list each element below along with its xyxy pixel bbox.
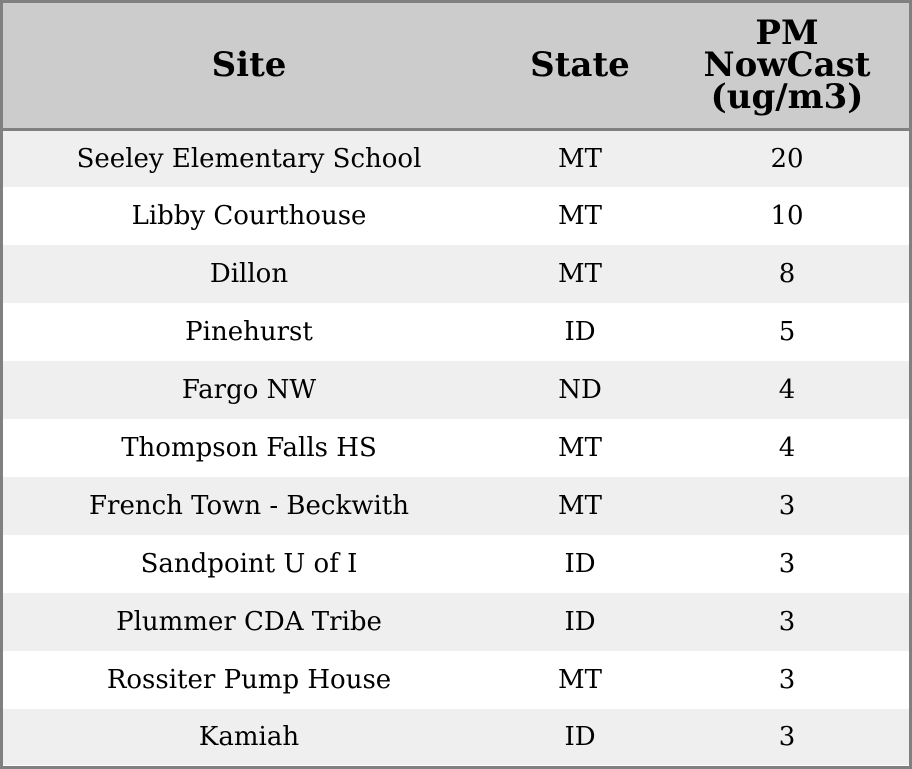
state-cell: ID: [564, 317, 596, 347]
state-cell: ID: [564, 607, 596, 637]
table-row: [3, 303, 909, 361]
pm-value-cell: 4: [778, 433, 796, 463]
site-cell: Seeley Elementary School: [76, 143, 422, 174]
table-row: [3, 187, 909, 245]
state-cell: ND: [558, 375, 602, 405]
column-header-pm-line-2: NowCast: [703, 45, 871, 86]
state-cell: MT: [558, 433, 602, 463]
site-cell: Thompson Falls HS: [121, 433, 377, 463]
table-row: [3, 245, 909, 303]
state-cell: ID: [564, 549, 596, 579]
table-row: [3, 361, 909, 419]
pm-value-cell: 3: [778, 665, 796, 695]
site-cell: Kamiah: [198, 722, 300, 752]
pm-value-cell: 3: [778, 549, 796, 579]
pm-value-cell: 3: [778, 722, 796, 752]
site-cell: Rossiter Pump House: [106, 665, 392, 695]
pm-value-cell: 3: [778, 607, 796, 637]
table-row: [3, 593, 909, 651]
state-cell: MT: [558, 665, 602, 695]
column-header-pm-nowcast: [665, 3, 909, 129]
pm-value-cell: 4: [778, 375, 796, 405]
column-header-pm-line-1: PM: [755, 13, 819, 54]
state-cell: MT: [558, 259, 602, 289]
pm-value-cell: 10: [770, 201, 804, 231]
state-cell: MT: [558, 201, 602, 231]
site-cell: Libby Courthouse: [131, 201, 367, 231]
table-row: [3, 129, 909, 187]
column-header-state: State: [495, 3, 665, 129]
table-row: [3, 709, 909, 765]
table-header: [3, 3, 909, 129]
table-row: [3, 651, 909, 709]
pm-value-cell: 5: [778, 317, 796, 347]
site-cell: French Town - Beckwith: [88, 491, 410, 521]
site-cell: Dillon: [209, 259, 289, 289]
table-row: [3, 477, 909, 535]
pm-nowcast-table: [3, 3, 909, 765]
header-row: [3, 3, 909, 129]
site-cell: Pinehurst: [185, 317, 313, 347]
pm-value-cell: 20: [770, 143, 804, 174]
table-body: [3, 129, 909, 765]
state-cell: MT: [558, 143, 602, 174]
table-row: [3, 419, 909, 477]
table-row: [3, 535, 909, 593]
column-header-site: Site: [3, 3, 495, 129]
site-cell: Fargo NW: [181, 375, 317, 405]
pm-value-cell: 3: [778, 491, 796, 521]
column-header-pm-line-3: (ug/m3): [710, 77, 864, 118]
pm-value-cell: 8: [778, 259, 796, 289]
state-cell: ID: [564, 722, 596, 752]
state-cell: MT: [558, 491, 602, 521]
site-cell: Sandpoint U of I: [140, 549, 358, 579]
site-cell: Plummer CDA Tribe: [116, 607, 382, 637]
